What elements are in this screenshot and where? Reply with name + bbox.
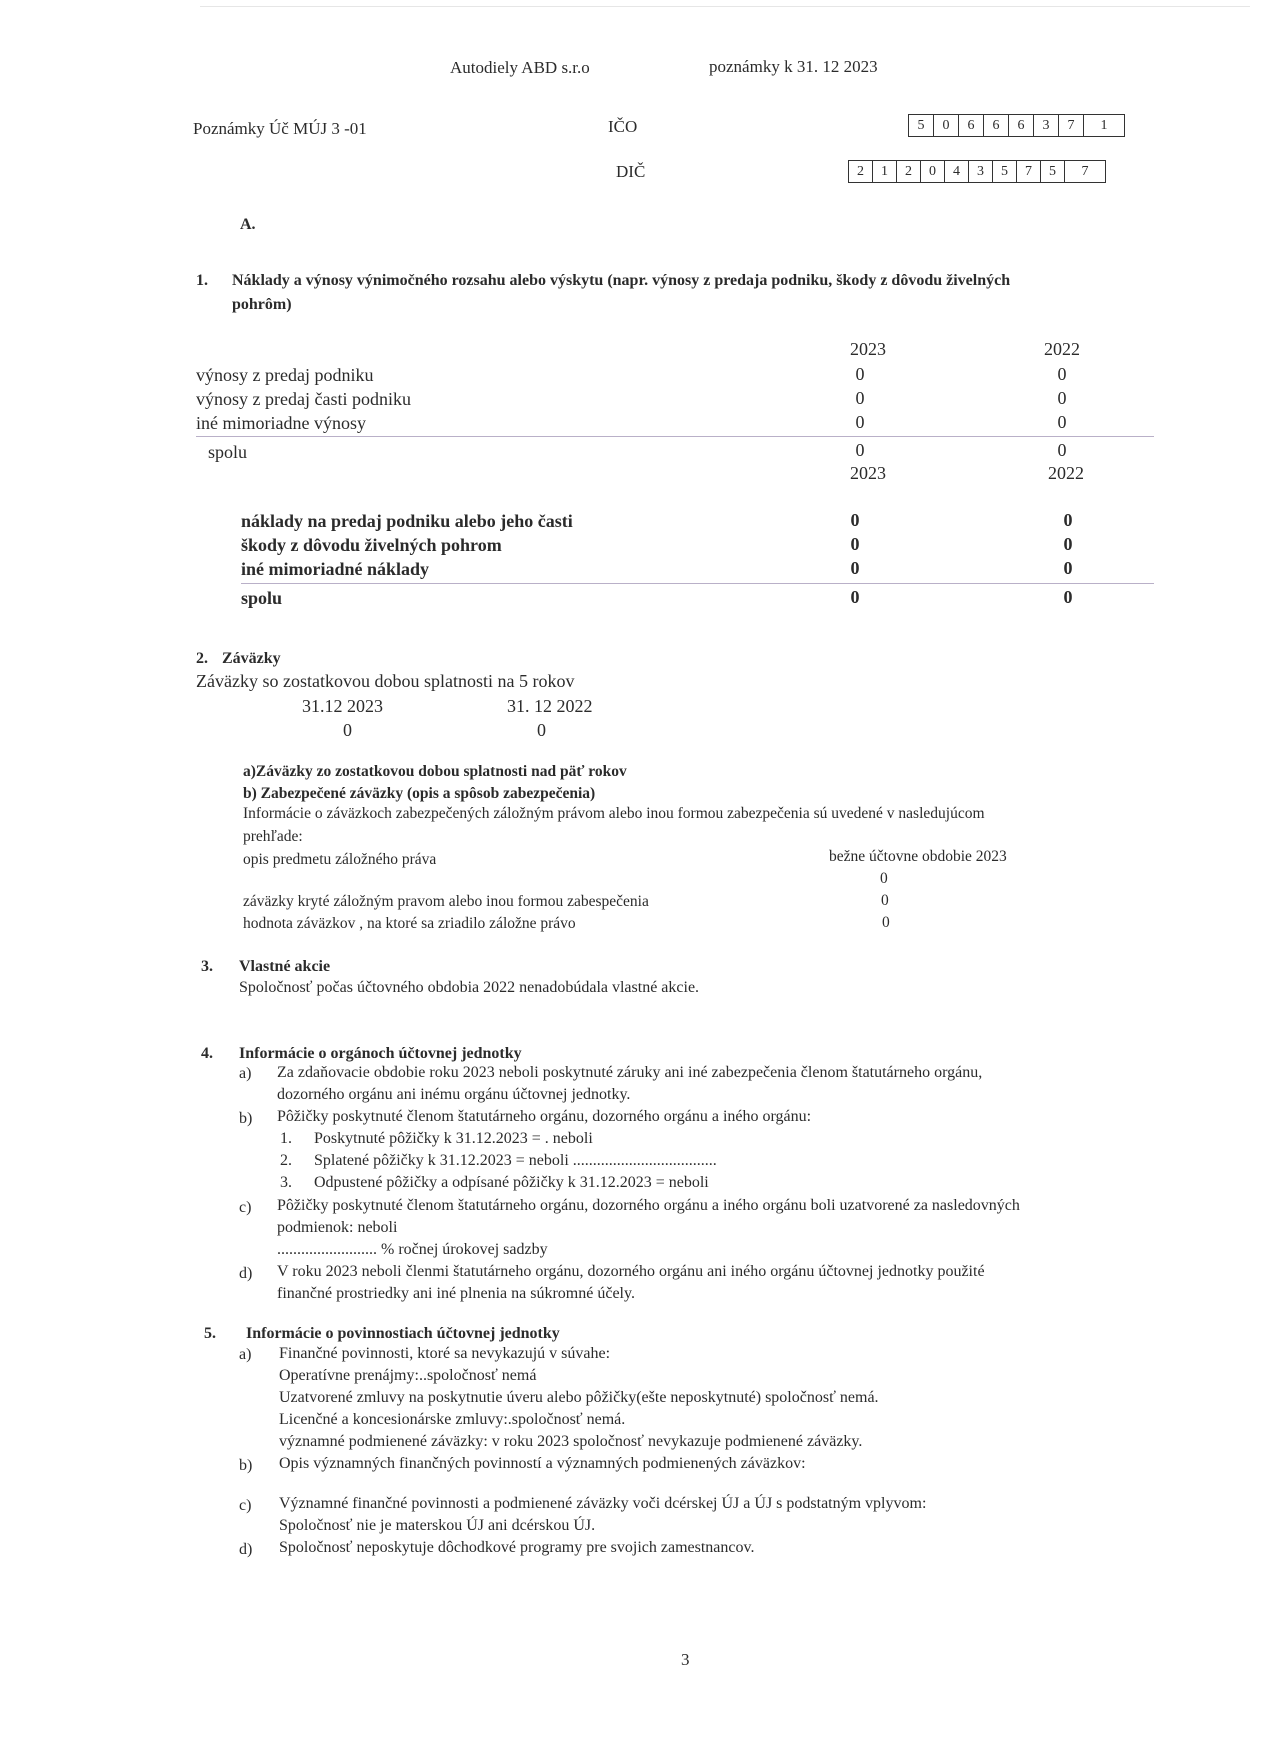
s5-d-text: Spoločnosť neposkytuje dôchodkové programy pre svojich zamestnancov. — [279, 1539, 755, 1556]
s5-number: 5. — [204, 1325, 216, 1342]
s5-a-line: Operatívne prenájmy:..spoločnosť nemá — [279, 1367, 537, 1384]
digit-box: 4 — [945, 161, 969, 182]
s4-title: Informácie o orgánoch účtovnej jednotky — [239, 1045, 522, 1062]
revenue-row-v2: 0 — [1057, 412, 1067, 432]
costs-row-label: iné mimoriadné náklady — [241, 559, 430, 579]
costs-row-v2: 0 — [1063, 534, 1073, 554]
digit-box: 6 — [984, 115, 1009, 136]
s4-b-item-number: 2. — [280, 1152, 292, 1169]
revenue-row-label: výnosy z predaj podniku — [196, 365, 374, 385]
s2-date2: 31. 12 2022 — [507, 696, 593, 716]
digit-box: 3 — [969, 161, 993, 182]
revenue-year1: 2023 — [850, 339, 886, 359]
scan-edge — [200, 6, 1250, 7]
s4-b-item-text: Odpustené pôžičky a odpísané pôžičky k 31.12.2023 = neboli — [314, 1174, 709, 1191]
s2-row-label: hodnota záväzkov , na ktoré sa zriadilo záložne právo — [243, 915, 576, 932]
s5-a-line: významné podmienené záväzky: v roku 2023 spoločnosť nevykazuje podmienené záväzky. — [279, 1433, 863, 1450]
s2-opis-val: 0 — [880, 870, 888, 887]
digit-box: 1 — [1100, 118, 1108, 133]
revenue-total-v1: 0 — [855, 440, 865, 460]
digit-box: 5 — [993, 161, 1017, 182]
s3-number: 3. — [201, 958, 213, 975]
s2-row-label: záväzky kryté záložným pravom alebo inou formou zabespečenia — [243, 893, 649, 910]
s3-text: Spoločnosť počas účtovného obdobia 2022 nenadobúdala vlastné akcie. — [239, 979, 700, 996]
s3-title: Vlastné akcie — [239, 958, 331, 975]
s4-c-line1: Pôžičky poskytnuté členom štatutárneho orgánu, dozorného orgánu a iného orgánu boli uzatvorené za nasledovných — [277, 1197, 1020, 1214]
s5-c-letter: c) — [239, 1497, 252, 1514]
digit-box: 6 — [959, 115, 984, 136]
revenue-row-label: iné mimoriadne výnosy — [196, 413, 366, 433]
s4-d-letter: d) — [239, 1265, 253, 1282]
s2-title: Záväzky — [222, 650, 281, 667]
s4-d-line1: V roku 2023 neboli členmi štatutárneho orgánu, dozorného orgánu ani iného orgánu účtovnej jednotky použité — [277, 1263, 985, 1280]
digit-box: 3 — [1034, 115, 1059, 136]
s2-a-title: a)Záväzky zo zostatkovou dobou splatnosti nad päť rokov — [243, 763, 627, 780]
s2-info-line2: prehľade: — [243, 828, 303, 845]
s2-val2: 0 — [537, 720, 546, 740]
s2-row-val: 0 — [882, 914, 890, 931]
revenue-row-v1: 0 — [855, 388, 865, 408]
revenue-total-v2: 0 — [1057, 440, 1067, 460]
s4-b-item-number: 3. — [280, 1174, 292, 1191]
s4-b-item-number: 1. — [280, 1130, 292, 1147]
s4-d-line2: finančné prostriedky ani iné plnenia na súkromné účely. — [277, 1285, 635, 1302]
costs-total-v1: 0 — [850, 587, 860, 607]
s1-title-line1: Náklady a výnosy výnimočného rozsahu alebo výskytu (napr. výnosy z predaja podniku, škody z dôvodu živelných — [232, 272, 1011, 289]
s4-a-letter: a) — [239, 1065, 252, 1082]
form-code: Poznámky Úč MÚJ 3 -01 — [193, 119, 367, 138]
s1-number: 1. — [196, 272, 208, 289]
s2-subtitle: Záväzky so zostatkovou dobou splatnosti na 5 rokov — [196, 671, 575, 691]
digit-box: 1 — [873, 161, 897, 182]
s4-number: 4. — [201, 1045, 213, 1062]
digit-box: 2 — [849, 161, 873, 182]
revenue-row-v2: 0 — [1057, 364, 1067, 384]
revenue-total-label: spolu — [208, 442, 248, 462]
digit-box: 7 — [1081, 164, 1089, 179]
costs-row-v2: 0 — [1063, 510, 1073, 530]
s5-c-line1: Významné finančné povinnosti a podmienené záväzky voči dcérskej ÚJ a ÚJ s podstatným vplyvom: — [279, 1495, 927, 1512]
digit-box: 7 — [1017, 161, 1041, 182]
section-a: A. — [240, 216, 256, 233]
digit-box: 6 — [1009, 115, 1034, 136]
revenue-row-v2: 0 — [1057, 388, 1067, 408]
s4-b-item-text: Poskytnuté pôžičky k 31.12.2023 = . neboli — [314, 1130, 593, 1147]
s5-a-letter: a) — [239, 1346, 252, 1363]
digit-box: 7 — [1059, 115, 1084, 136]
revenue-row-label: výnosy z predaj časti podniku — [196, 389, 411, 409]
s2-period-label: bežne účtovne obdobie 2023 — [829, 848, 1007, 865]
s2-b-title: b) Zabezpečené záväzky (opis a spôsob zabezpečenia) — [243, 785, 596, 802]
s5-a-line: Uzatvorené zmluvy na poskytnutie úveru alebo pôžičky(ešte neposkytnuté) spoločnosť nemá. — [279, 1389, 879, 1406]
s4-a-line2: dozorného orgánu ani inému orgánu účtovnej jednotky. — [277, 1086, 631, 1103]
s2-row-val: 0 — [881, 892, 889, 909]
costs-total-v2: 0 — [1063, 587, 1073, 607]
ico-digit-boxes — [908, 114, 1125, 137]
revenue-row-v1: 0 — [855, 412, 865, 432]
s4-c-line3: ......................... % ročnej úrokovej sadzby — [277, 1241, 548, 1258]
dic-label: DIČ — [616, 162, 646, 181]
costs-year1: 2023 — [850, 463, 886, 483]
s5-b-letter: b) — [239, 1457, 253, 1474]
s1-title-line2: pohrôm) — [232, 296, 292, 313]
s5-a-line: Finančné povinnosti, ktoré sa nevykazujú v súvahe: — [279, 1345, 611, 1362]
s4-b-letter: b) — [239, 1110, 253, 1127]
costs-row-v1: 0 — [850, 558, 860, 578]
s5-c-line2: Spoločnosť nie je materskou ÚJ ani dcérskou ÚJ. — [279, 1517, 596, 1534]
ico-label: IČO — [608, 117, 638, 136]
revenue-row-v1: 0 — [855, 364, 865, 384]
costs-row-label: škody z dôvodu živelných pohrom — [241, 535, 502, 555]
company-name: Autodiely ABD s.r.o — [450, 58, 590, 77]
s4-b-item-text: Splatené pôžičky k 31.12.2023 = neboli .................................... — [314, 1152, 717, 1169]
s2-val1: 0 — [343, 720, 352, 740]
s2-opis-label: opis predmetu záložného práva — [243, 851, 437, 868]
digit-box: 0 — [934, 115, 959, 136]
s2-number: 2. — [196, 650, 208, 667]
revenue-year2: 2022 — [1044, 339, 1080, 359]
digit-box: 0 — [921, 161, 945, 182]
page-number: 3 — [681, 1650, 690, 1669]
s5-title: Informácie o povinnostiach účtovnej jednotky — [246, 1325, 560, 1342]
s4-b-text: Pôžičky poskytnuté členom štatutárneho orgánu, dozorného orgánu a iného orgánu: — [277, 1108, 812, 1125]
costs-row-v1: 0 — [850, 534, 860, 554]
s2-date1: 31.12 2023 — [302, 696, 383, 716]
dic-digit-boxes — [848, 160, 1106, 183]
costs-total-rule — [241, 583, 1154, 584]
s5-d-letter: d) — [239, 1541, 253, 1558]
notes-date: poznámky k 31. 12 2023 — [709, 57, 878, 76]
revenue-total-rule — [196, 436, 1154, 437]
costs-total-label: spolu — [241, 588, 283, 608]
digit-box: 5 — [909, 115, 934, 136]
s4-a-line1: Za zdaňovacie obdobie roku 2023 neboli poskytnuté záruky ani iné zabezpečenia členom štatutárneho orgánu, — [277, 1064, 983, 1081]
costs-year2: 2022 — [1048, 463, 1084, 483]
s2-info-line1: Informácie o záväzkoch zabezpečených záložným právom alebo inou formou zabezpečenia sú uvedené v nasledujúcom — [243, 805, 985, 822]
s4-c-line2: podmienok: neboli — [277, 1219, 398, 1236]
s5-a-line: Licenčné a koncesionárske zmluvy:.spoločnosť nemá. — [279, 1411, 626, 1428]
s4-c-letter: c) — [239, 1199, 252, 1216]
digit-box: 2 — [897, 161, 921, 182]
costs-row-label: náklady na predaj podniku alebo jeho časti — [241, 511, 573, 531]
digit-box: 5 — [1041, 161, 1065, 182]
costs-row-v2: 0 — [1063, 558, 1073, 578]
costs-row-v1: 0 — [850, 510, 860, 530]
s5-b-text: Opis významných finančných povinností a významných podmienených záväzkov: — [279, 1455, 806, 1472]
